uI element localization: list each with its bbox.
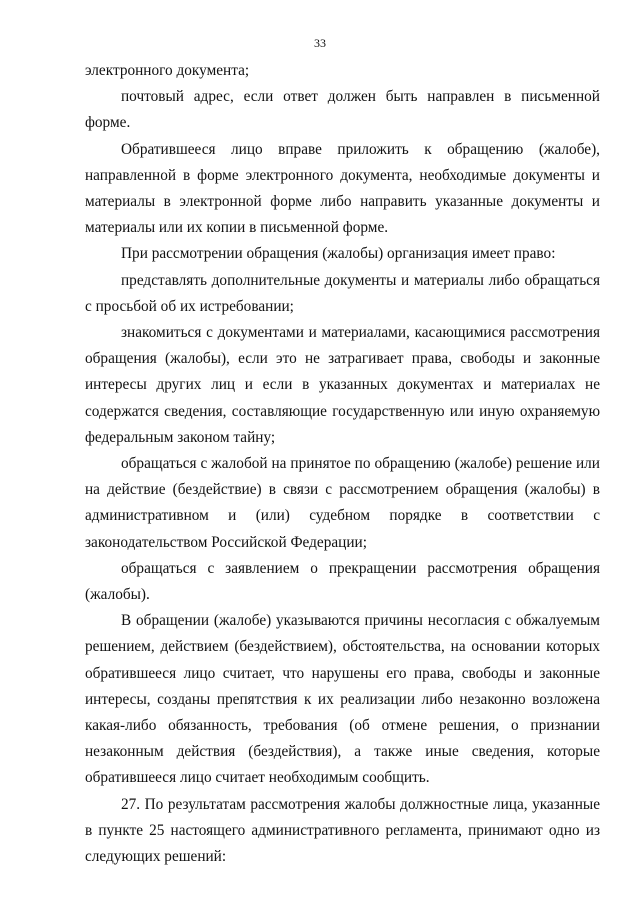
paragraph-organization-rights: При рассмотрении обращения (жалобы) организация имеет право: (121, 245, 556, 263)
paragraph-review-documents: знакомиться с документами и материалами, касающимися рассмотрения обращения (жалобы), если это не затрагивает права, свободы и законные интересы других лиц и если в указанных документах и материалах не содержатся сведения, составляющие государственную или иную охраняемую федеральным законом тайну; (85, 324, 600, 446)
paragraph-item-27: 27. По результатам рассмотрения жалобы должностные лица, указанные в пункте 25 настоящего административного регламента, принимают одно из следующих решений: (85, 795, 600, 866)
paragraph-attach-documents: Обратившееся лицо вправе приложить к обращению (жалобе), направленной в форме электронного документа, необходимые документы и материалы в электронной форме либо направить указанные документы и материалы или их копии в письменной форме. (85, 140, 600, 237)
page-number: 33 (314, 36, 326, 50)
paragraph-electronic-document: электронного документа; (85, 62, 250, 79)
paragraph-appeal-decision: обращаться с жалобой на принятое по обращению (жалобе) решение или на действие (бездействие) в связи с рассмотрением обращения (жалобы) в административном и (или) судебном порядке в соответствии с законодательством Российской Федерации; (85, 455, 600, 551)
paragraph-complaint-content: В обращении (жалобе) указываются причины несогласия с обжалуемым решением, действием (бездействием), обстоятельства, на основании которых обратившееся лицо считает, что нарушены его права, свободы и законные интересы, созданы препятствия к их реализации либо незаконно возложена какая-либо обязанность, требования (об отмене решения, о признании незаконным действия (бездействия), а также иные сведения, которые обратившееся лицо считает необходимым сообщить. (85, 612, 600, 787)
paragraph-submit-materials: представлять дополнительные документы и материалы либо обращаться с просьбой об их истребовании; (85, 271, 600, 315)
paragraph-postal-address: почтовый адрес, если ответ должен быть направлен в письменной форме. (85, 88, 600, 132)
document-body (85, 58, 600, 870)
paragraph-terminate-review: обращаться с заявлением о прекращении рассмотрения обращения (жалобы). (85, 559, 600, 604)
